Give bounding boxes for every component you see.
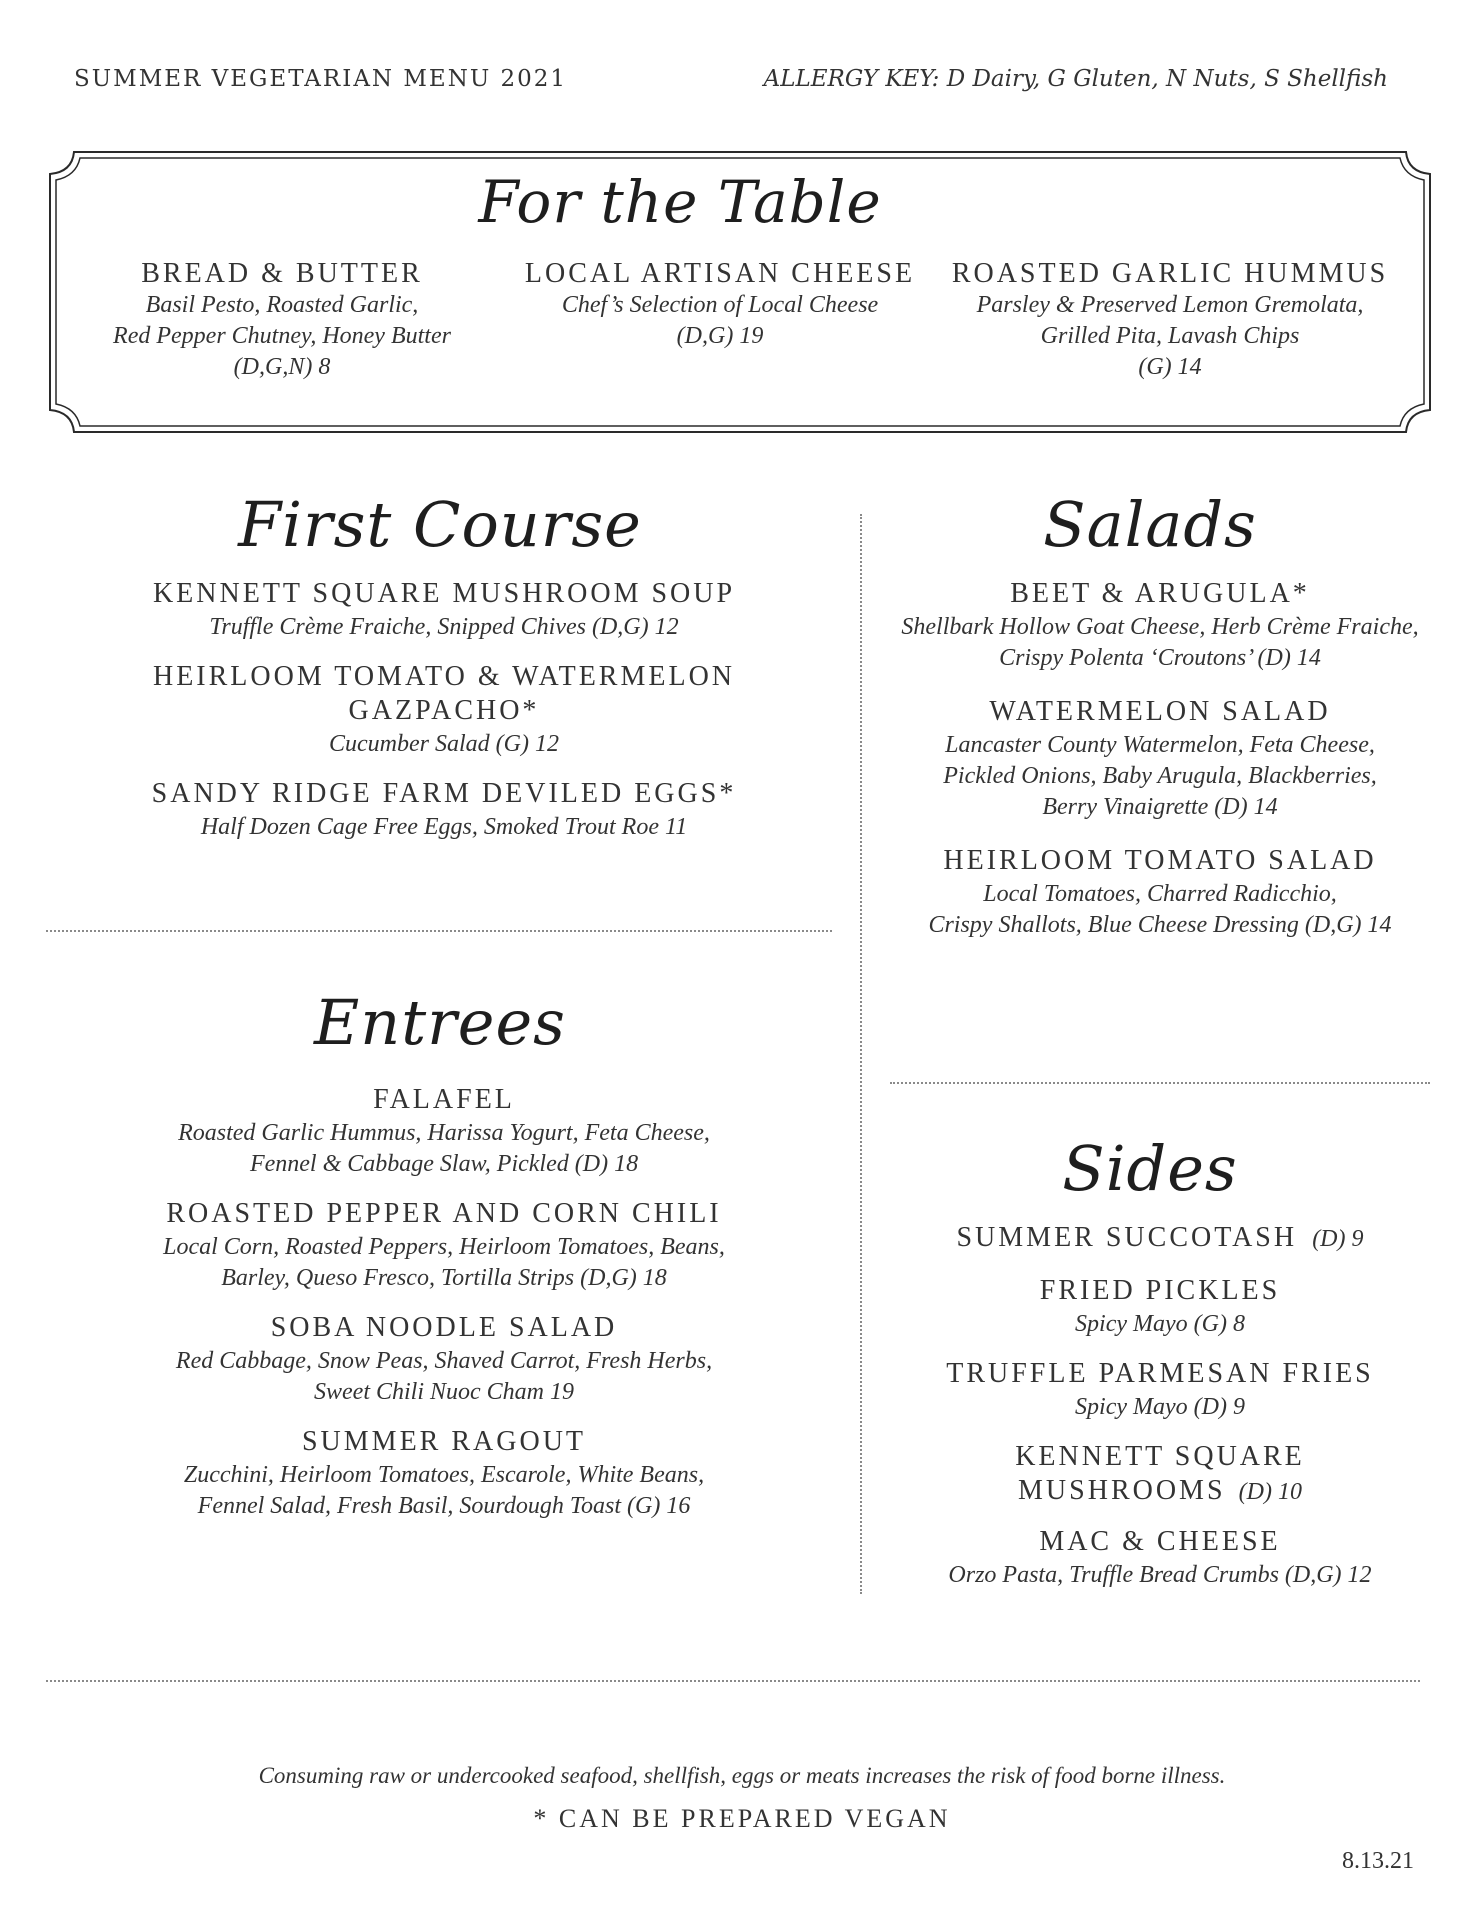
item-desc: Roasted Garlic Hummus, Harissa Yogurt, Feta Cheese, xyxy=(178,1120,710,1146)
item-name: HEIRLOOM TOMATO & WATERMELON xyxy=(152,661,736,692)
item-name: TRUFFLE PARMESAN FRIES xyxy=(946,1358,1374,1389)
column-divider xyxy=(860,514,862,1594)
menu-item xyxy=(84,1084,804,1180)
menu-title: SUMMER VEGETARIAN MENU 2021 xyxy=(74,66,568,92)
item-desc: (D) 10 xyxy=(1238,1479,1302,1505)
item-name: BEET & ARUGULA* xyxy=(1010,578,1310,609)
salads-list xyxy=(880,578,1440,959)
item-desc: (D) 9 xyxy=(1312,1226,1364,1252)
item-desc: Crispy Polenta ‘Croutons’ (D) 14 xyxy=(999,645,1321,671)
item-name: FALAFEL xyxy=(373,1084,515,1115)
section-divider xyxy=(46,930,832,932)
for-the-table-heading: For the Table xyxy=(478,168,882,236)
entrees-list xyxy=(84,1084,804,1540)
item-desc: Truffle Crème Fraiche, Snipped Chives (D,G) 12 xyxy=(209,614,679,640)
item-desc: Orzo Pasta, Truffle Bread Crumbs (D,G) 12 xyxy=(948,1562,1372,1588)
item-desc: Red Cabbage, Snow Peas, Shaved Carrot, Fresh Herbs, xyxy=(175,1348,713,1374)
item-desc: Spicy Mayo (D) 9 xyxy=(1075,1394,1245,1420)
item-desc: Local Tomatoes, Charred Radicchio, xyxy=(983,881,1337,907)
sides-list xyxy=(880,1222,1440,1609)
item-desc: Parsley & Preserved Lemon Gremolata, xyxy=(976,292,1364,318)
item-desc: Spicy Mayo (G) 8 xyxy=(1075,1311,1245,1337)
item-desc: Zucchini, Heirloom Tomatoes, Escarole, White Beans, xyxy=(183,1462,705,1488)
item-name: SUMMER RAGOUT xyxy=(301,1426,587,1457)
allergy-key: ALLERGY KEY: D Dairy, G Gluten, N Nuts, S Shellfish xyxy=(763,66,1388,92)
item-desc: Fennel Salad, Fresh Basil, Sourdough Toast (G) 16 xyxy=(197,1493,691,1519)
menu-item xyxy=(880,1358,1440,1423)
item-desc: Lancaster County Watermelon, Feta Cheese, xyxy=(945,732,1375,758)
item-name: KENNETT SQUARE MUSHROOM SOUP xyxy=(152,578,736,609)
item-desc: Sweet Chili Nuoc Cham 19 xyxy=(314,1379,574,1405)
menu-item xyxy=(94,578,794,643)
item-desc: Cucumber Salad (G) 12 xyxy=(329,731,559,757)
menu-item xyxy=(880,696,1440,823)
item-name: MAC & CHEESE xyxy=(1039,1526,1281,1557)
item-desc: Local Corn, Roasted Peppers, Heirloom Tomatoes, Beans, xyxy=(163,1234,725,1260)
table-item-cheese xyxy=(520,258,920,352)
item-name: SUMMER SUCCOTASH xyxy=(956,1222,1298,1253)
item-desc: Fennel & Cabbage Slaw, Pickled (D) 18 xyxy=(249,1151,639,1177)
menu-date: 8.13.21 xyxy=(1342,1848,1414,1874)
item-name: HEIRLOOM TOMATO SALAD xyxy=(943,845,1377,876)
item-desc: Grilled Pita, Lavash Chips xyxy=(1040,323,1300,349)
menu-item xyxy=(94,778,794,843)
item-desc: Berry Vinaigrette (D) 14 xyxy=(1042,794,1278,820)
footer-divider xyxy=(46,1680,1420,1682)
item-name: BREAD & BUTTER xyxy=(141,258,423,289)
item-name: ROASTED GARLIC HUMMUS xyxy=(951,258,1389,289)
first-course-heading: First Course xyxy=(238,488,642,561)
item-desc: Red Pepper Chutney, Honey Butter xyxy=(113,323,451,349)
salads-heading: Salads xyxy=(1043,488,1257,561)
item-name: FRIED PICKLES xyxy=(1039,1275,1281,1306)
first-course-list xyxy=(94,578,794,861)
item-desc: Chef’s Selection of Local Cheese xyxy=(561,292,879,318)
vegan-note: * CAN BE PREPARED VEGAN xyxy=(533,1804,951,1833)
item-name: WATERMELON SALAD xyxy=(989,696,1331,727)
sides-heading: Sides xyxy=(1062,1132,1238,1205)
menu-item xyxy=(94,661,794,760)
menu-item xyxy=(84,1426,804,1522)
menu-item xyxy=(880,845,1440,941)
food-safety-warning: Consuming raw or undercooked seafood, shellfish, eggs or meats increases the risk of food borne illness. xyxy=(258,1763,1226,1788)
item-desc: Half Dozen Cage Free Eggs, Smoked Trout Roe 11 xyxy=(200,814,688,840)
item-desc: Pickled Onions, Baby Arugula, Blackberries, xyxy=(943,763,1377,789)
item-name-cont: GAZPACHO* xyxy=(348,695,540,726)
menu-item xyxy=(880,1222,1440,1255)
item-desc: Shellbark Hollow Goat Cheese, Herb Crème Fraiche, xyxy=(901,614,1419,640)
section-divider xyxy=(890,1082,1430,1084)
item-desc: (D,G,N) 8 xyxy=(233,354,331,380)
item-desc: Barley, Queso Fresco, Tortilla Strips (D,G) 18 xyxy=(221,1265,667,1291)
menu-item xyxy=(880,1526,1440,1591)
menu-item xyxy=(880,1441,1440,1508)
item-name: KENNETT SQUARE xyxy=(1015,1441,1305,1472)
menu-item xyxy=(880,1275,1440,1340)
item-name: SANDY RIDGE FARM DEVILED EGGS* xyxy=(151,778,737,809)
item-desc: Basil Pesto, Roasted Garlic, xyxy=(145,292,419,318)
item-desc: Crispy Shallots, Blue Cheese Dressing (D,G) 14 xyxy=(928,912,1392,938)
entrees-heading: Entrees xyxy=(314,986,566,1059)
item-name: LOCAL ARTISAN CHEESE xyxy=(524,258,916,289)
item-desc: (G) 14 xyxy=(1138,354,1202,380)
table-item-bread xyxy=(92,258,472,383)
menu-item xyxy=(84,1312,804,1408)
item-desc: (D,G) 19 xyxy=(676,323,764,349)
item-name: ROASTED PEPPER AND CORN CHILI xyxy=(166,1198,722,1229)
table-item-hummus xyxy=(950,258,1390,383)
menu-item xyxy=(84,1198,804,1294)
item-name-cont: MUSHROOMS xyxy=(1018,1475,1226,1506)
menu-item xyxy=(880,578,1440,674)
item-name: SOBA NOODLE SALAD xyxy=(270,1312,618,1343)
